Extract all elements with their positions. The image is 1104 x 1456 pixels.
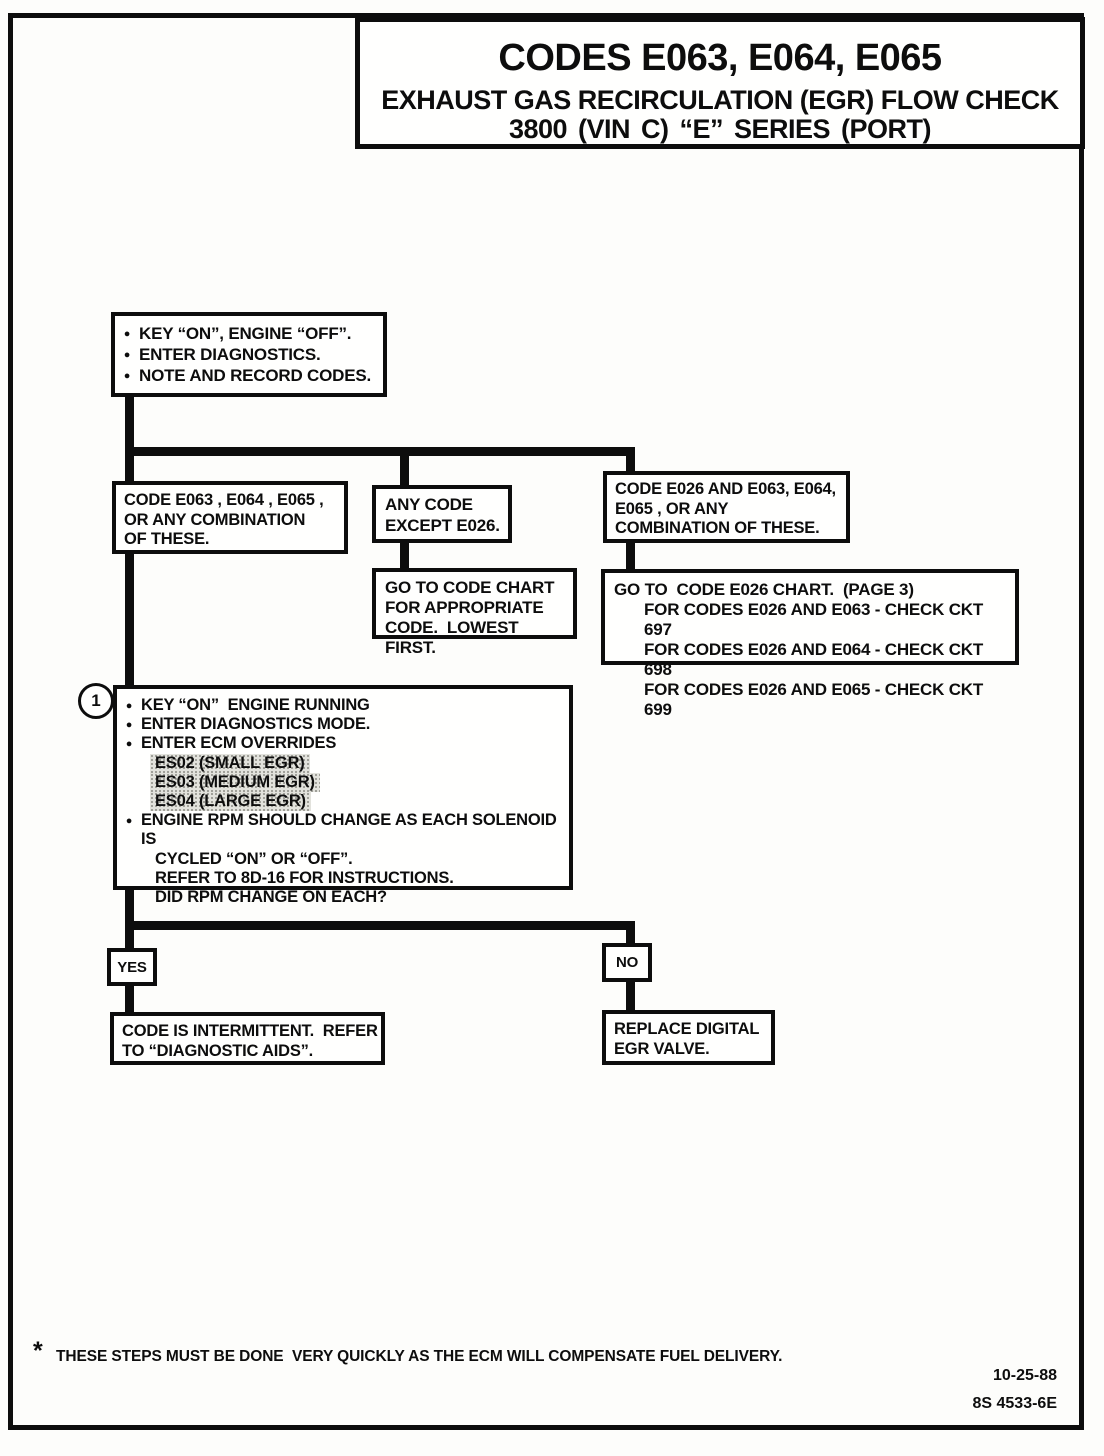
- start-item-text: KEY “ON”, ENGINE “OFF”.: [139, 324, 352, 343]
- branch-left-box: [112, 481, 348, 554]
- branch-right-box: [603, 471, 850, 543]
- footnote-text: THESE STEPS MUST BE DONE VERY QUICKLY AS THE ECM WILL COMPENSATE FUEL DELIVERY.: [56, 1348, 783, 1365]
- asterisk-icon: *: [33, 1337, 43, 1365]
- page-subtitle-2: 3800 (VIN C) “E” SERIES (PORT): [508, 114, 932, 144]
- branch-left-line: OF THESE.: [124, 530, 210, 548]
- override-es02: ES02 (SMALL EGR): [150, 754, 310, 773]
- e026-chart-item: FOR CODES E026 AND E064 - CHECK CKT 698: [644, 640, 988, 679]
- connector-start-to-branch: [125, 386, 134, 484]
- override-line: [117, 792, 569, 811]
- override-line: [117, 754, 569, 773]
- start-item-text: ENTER DIAGNOSTICS.: [139, 345, 321, 364]
- step1-continuation: REFER TO 8D-16 FOR INSTRUCTIONS.: [155, 868, 454, 887]
- doc-number: 8S 4533-6E: [972, 1395, 1057, 1412]
- no-result-line: REPLACE DIGITAL: [614, 1020, 760, 1038]
- page-subtitle: EXHAUST GAS RECIRCULATION (EGR) FLOW CHECK: [381, 85, 1059, 115]
- connector-yesno-horizontal: [125, 921, 635, 930]
- yes-result-box: [110, 1012, 385, 1065]
- bullet-icon: ●: [125, 719, 133, 732]
- override-es04: ES04 (LARGE EGR): [150, 792, 311, 811]
- bullet-icon: ●: [125, 738, 133, 751]
- step1-item: [117, 734, 569, 753]
- branch-left-line: OR ANY COMBINATION: [124, 510, 306, 529]
- yes-result-line: CODE IS INTERMITTENT. REFER: [122, 1022, 378, 1040]
- page-title: CODES E063, E064, E065: [498, 37, 942, 79]
- code-chart-line: GO TO CODE CHART: [385, 578, 555, 597]
- step1-item-text: ENTER DIAGNOSTICS MODE.: [141, 715, 371, 734]
- start-item: [115, 323, 383, 344]
- no-result-box: [602, 1010, 775, 1065]
- branch-right-line: E065 , OR ANY: [615, 499, 729, 518]
- doc-info: [880, 1362, 1057, 1418]
- code-chart-box: [372, 568, 577, 657]
- step1-item-text: KEY “ON” ENGINE RUNNING: [141, 696, 370, 714]
- title-box: [355, 17, 1085, 149]
- e026-chart-item: FOR CODES E026 AND E063 - CHECK CKT 697: [644, 600, 988, 639]
- step1-item-text: ENGINE RPM SHOULD CHANGE AS EACH SOLENOID IS: [141, 811, 562, 849]
- bullet-icon: ●: [123, 328, 131, 340]
- step-1-badge: 1: [78, 683, 114, 719]
- branch-right-line: COMBINATION OF THESE.: [615, 519, 820, 537]
- connector-left-to-step1: [125, 543, 134, 689]
- override-es03: ES03 (MEDIUM EGR): [150, 773, 320, 792]
- connector-branch-horizontal: [125, 447, 635, 456]
- step1-item: [117, 811, 569, 849]
- step1-item-text: ENTER ECM OVERRIDES: [141, 734, 337, 753]
- bullet-icon: ●: [125, 700, 133, 712]
- step1-item: [117, 696, 569, 715]
- branch-mid-line: EXCEPT E026.: [385, 516, 500, 535]
- start-item: [115, 344, 383, 365]
- override-line: [117, 773, 569, 792]
- connector-to-mid-branch: [400, 447, 409, 489]
- code-chart-line: FOR APPROPRIATE: [385, 598, 544, 617]
- branch-mid-box: [372, 485, 512, 543]
- step1-question: DID RPM CHANGE ON EACH?: [155, 888, 387, 907]
- bullet-icon: ●: [123, 349, 131, 361]
- yes-box: YES: [107, 948, 157, 986]
- step1-box: [113, 685, 573, 907]
- bullet-icon: ●: [123, 370, 131, 382]
- branch-mid-line: ANY CODE: [385, 495, 473, 514]
- doc-date: 10-25-88: [992, 1367, 1057, 1384]
- yes-result-line: TO “DIAGNOSTIC AIDS”.: [122, 1042, 314, 1060]
- branch-right-line: CODE E026 AND E063, E064,: [615, 480, 836, 498]
- start-box: [111, 312, 387, 397]
- branch-left-line: CODE E063 , E064 , E065 ,: [124, 491, 324, 509]
- no-box: NO: [602, 943, 652, 982]
- start-item: [115, 365, 383, 386]
- code-chart-line: CODE. LOWEST FIRST.: [385, 618, 523, 657]
- e026-chart-box: [601, 569, 1019, 719]
- connector-no-to-result: [626, 979, 635, 1013]
- connector-yes-to-result: [125, 982, 134, 1015]
- no-result-line: EGR VALVE.: [614, 1040, 710, 1058]
- step1-continuation: CYCLED “ON” OR “OFF”.: [155, 849, 353, 868]
- bullet-icon: ●: [125, 815, 133, 828]
- step1-item: [117, 715, 569, 734]
- start-item-text: NOTE AND RECORD CODES.: [139, 366, 372, 385]
- e026-chart-item: FOR CODES E026 AND E065 - CHECK CKT 699: [644, 680, 988, 719]
- e026-chart-heading: GO TO CODE E026 CHART. (PAGE 3): [614, 580, 914, 599]
